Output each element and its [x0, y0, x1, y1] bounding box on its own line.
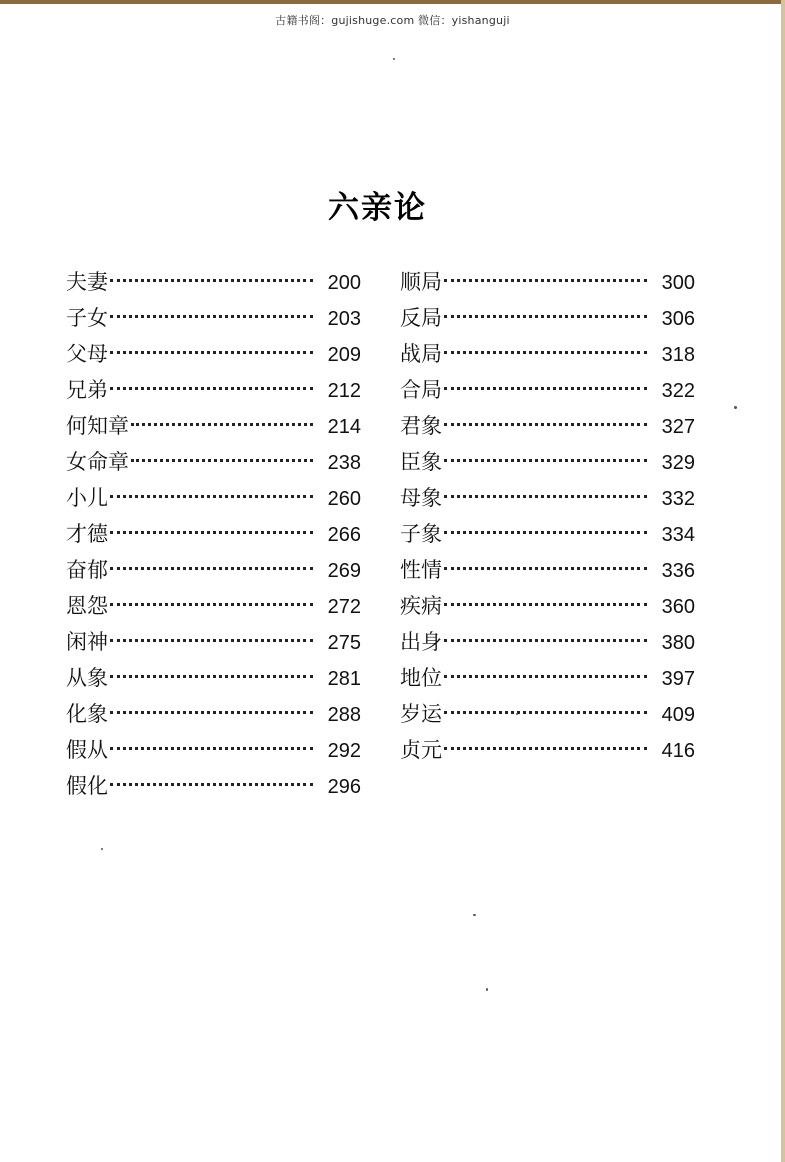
dot-leader: [444, 495, 647, 498]
toc-entry[interactable]: [66, 336, 361, 372]
dot-leader: [110, 279, 313, 282]
toc-entry-label: 化象: [66, 702, 108, 726]
toc-entry-page: 332: [661, 488, 695, 510]
toc-entry-page: 318: [661, 344, 695, 366]
dot-leader: [110, 315, 313, 318]
toc-entry-label: 假从: [66, 738, 108, 762]
dot-leader: [444, 423, 647, 426]
toc-entry-page: 300: [661, 272, 695, 294]
scan-speck: [486, 988, 488, 991]
toc-entry[interactable]: [66, 588, 361, 624]
toc-entry[interactable]: [66, 624, 361, 660]
toc-entry-label: 出身: [400, 630, 442, 654]
dot-leader: [444, 279, 647, 282]
toc-entry-label: 父母: [66, 342, 108, 366]
scan-speck: [473, 914, 476, 916]
toc-column-left: [66, 264, 361, 804]
dot-leader: [131, 459, 313, 462]
scan-speck: [516, 713, 518, 715]
toc-entry-page: 288: [327, 704, 361, 726]
dot-leader: [110, 711, 313, 714]
toc-entry[interactable]: [66, 516, 361, 552]
toc-entry-page: 322: [661, 380, 695, 402]
toc-entry[interactable]: [66, 696, 361, 732]
toc-entry[interactable]: [400, 264, 695, 300]
toc-entry-label: 才德: [66, 522, 108, 546]
toc-entry[interactable]: [66, 408, 361, 444]
toc-entry-label: 地位: [400, 666, 442, 690]
toc-entry[interactable]: [66, 552, 361, 588]
toc-entry[interactable]: [400, 516, 695, 552]
toc-entry[interactable]: [400, 408, 695, 444]
toc-entry[interactable]: [66, 768, 361, 804]
toc-entry-page: 238: [327, 452, 361, 474]
dot-leader: [444, 351, 647, 354]
toc-entry-label: 反局: [400, 306, 442, 330]
toc-entry-label: 闲神: [66, 630, 108, 654]
toc-entry[interactable]: [400, 444, 695, 480]
scan-speck: [101, 848, 103, 850]
toc-entry-page: 327: [661, 416, 695, 438]
toc-entry-label: 从象: [66, 666, 108, 690]
toc-entry-label: 奋郁: [66, 558, 108, 582]
toc-entry[interactable]: [66, 372, 361, 408]
toc-entry[interactable]: [400, 588, 695, 624]
toc-entry-label: 兄弟: [66, 378, 108, 402]
toc-entry-page: 334: [661, 524, 695, 546]
dot-leader: [131, 423, 313, 426]
toc-entry-page: 269: [327, 560, 361, 582]
toc-entry[interactable]: [400, 552, 695, 588]
dot-leader: [444, 315, 647, 318]
toc-entry[interactable]: [66, 300, 361, 336]
toc-entry-label: 贞元: [400, 738, 442, 762]
toc-entry-page: 409: [661, 704, 695, 726]
toc-entry-page: 266: [327, 524, 361, 546]
toc-entry-page: 214: [327, 416, 361, 438]
toc-entry-page: 260: [327, 488, 361, 510]
dot-leader: [444, 675, 647, 678]
toc-entry-page: 292: [327, 740, 361, 762]
toc-column-right: [400, 264, 695, 768]
dot-leader: [444, 747, 647, 750]
toc-entry-label: 战局: [400, 342, 442, 366]
toc-entry-page: 200: [327, 272, 361, 294]
scan-speck: [734, 406, 737, 409]
toc-entry-page: 329: [661, 452, 695, 474]
toc-entry-label: 君象: [400, 414, 442, 438]
dot-leader: [444, 639, 647, 642]
dot-leader: [110, 567, 313, 570]
toc-entry-label: 子女: [66, 306, 108, 330]
toc-entry-page: 212: [327, 380, 361, 402]
toc-entry-page: 360: [661, 596, 695, 618]
toc-entry-page: 272: [327, 596, 361, 618]
toc-entry-label: 恩怨: [66, 594, 108, 618]
toc-entry[interactable]: [400, 336, 695, 372]
toc-entry-page: 397: [661, 668, 695, 690]
toc-entry-page: 281: [327, 668, 361, 690]
page-right-border: [781, 0, 785, 1162]
toc-entry[interactable]: [400, 696, 695, 732]
toc-entry-label: 母象: [400, 486, 442, 510]
toc-entry-page: 296: [327, 776, 361, 798]
toc-entry-page: 203: [327, 308, 361, 330]
dot-leader: [444, 567, 647, 570]
toc-entry[interactable]: [400, 732, 695, 768]
dot-leader: [110, 639, 313, 642]
toc-entry[interactable]: [400, 372, 695, 408]
toc-entry[interactable]: [400, 300, 695, 336]
page-top-border: [0, 0, 785, 4]
dot-leader: [110, 783, 313, 786]
toc-entry[interactable]: [66, 444, 361, 480]
toc-entry-label: 假化: [66, 774, 108, 798]
dot-leader: [110, 351, 313, 354]
dot-leader: [110, 387, 313, 390]
toc-entry-label: 顺局: [400, 270, 442, 294]
dot-leader: [444, 531, 647, 534]
toc-entry[interactable]: [400, 624, 695, 660]
dot-leader: [110, 531, 313, 534]
toc-entry-label: 性情: [400, 558, 442, 582]
page-title: 六亲论: [328, 190, 427, 226]
toc-entry-label: 疾病: [400, 594, 442, 618]
toc-entry-page: 209: [327, 344, 361, 366]
toc-entry-page: 336: [661, 560, 695, 582]
toc-entry-label: 岁运: [400, 702, 442, 726]
dot-leader: [110, 747, 313, 750]
toc-entry-page: 275: [327, 632, 361, 654]
toc-entry[interactable]: [66, 264, 361, 300]
dot-leader: [444, 603, 647, 606]
toc-entry[interactable]: [400, 660, 695, 696]
toc-entry-label: 小儿: [66, 486, 108, 510]
toc-entry-label: 夫妻: [66, 270, 108, 294]
toc-entry-label: 女命章: [66, 450, 129, 474]
toc-entry-page: 380: [661, 632, 695, 654]
toc-entry-label: 合局: [400, 378, 442, 402]
toc-entry-page: 416: [661, 740, 695, 762]
toc-entry[interactable]: [66, 732, 361, 768]
toc-entry-label: 何知章: [66, 414, 129, 438]
toc-entry-label: 臣象: [400, 450, 442, 474]
dot-leader: [110, 675, 313, 678]
dot-leader: [110, 603, 313, 606]
toc-entry-page: 306: [661, 308, 695, 330]
toc-entry[interactable]: [66, 480, 361, 516]
toc-entry-label: 子象: [400, 522, 442, 546]
dot-leader: [110, 495, 313, 498]
dot-leader: [444, 459, 647, 462]
dot-leader: [444, 387, 647, 390]
toc-entry[interactable]: [400, 480, 695, 516]
toc-entry[interactable]: [66, 660, 361, 696]
dot-leader: [444, 711, 647, 714]
scan-speck: [393, 58, 395, 60]
watermark-header: 古籍书阁：gujishuge.com 微信：yishanguji: [275, 14, 510, 27]
